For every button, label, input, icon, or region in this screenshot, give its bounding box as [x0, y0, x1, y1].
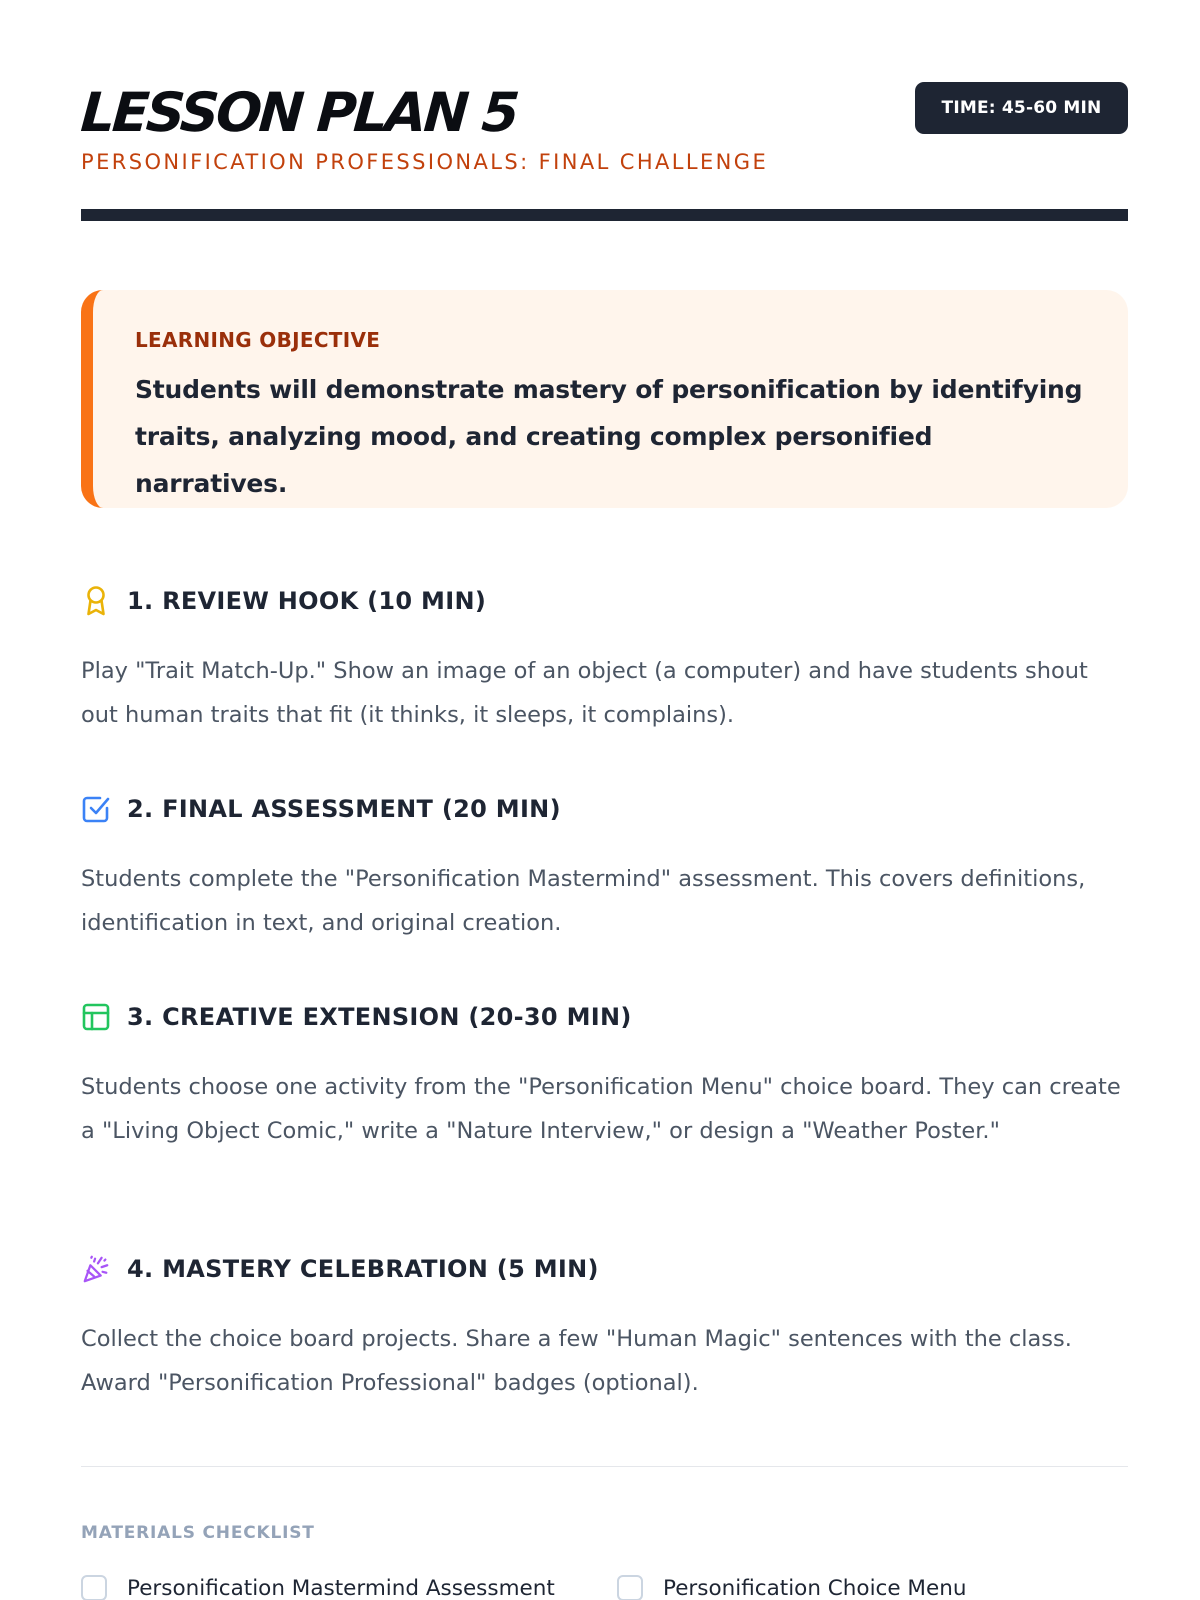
checklist-item-label: Personification Choice Menu: [663, 1575, 967, 1600]
time-badge: TIME: 45-60 MIN: [915, 82, 1128, 134]
checklist-item-label: Personification Mastermind Assessment: [127, 1575, 555, 1600]
checkbox[interactable]: [617, 1575, 643, 1600]
section-title: 3. CREATIVE EXTENSION (20-30 MIN): [127, 1003, 632, 1031]
page-subtitle: PERSONIFICATION PROFESSIONALS: FINAL CHALLENGE: [81, 150, 769, 174]
materials-checklist-label: MATERIALS CHECKLIST: [81, 1523, 315, 1543]
section-review-hook: [81, 583, 1128, 737]
layout-icon: [81, 1001, 111, 1033]
party-popper-icon: [81, 1253, 111, 1285]
checklist-item[interactable]: [81, 1575, 555, 1600]
award-icon: [81, 585, 111, 617]
checklist-item[interactable]: [617, 1575, 966, 1600]
materials-checklist: [81, 1575, 1128, 1600]
objective-text: Students will demonstrate mastery of personification by identifying traits, analyzing mood, and creating complex personified narratives.: [135, 375, 1083, 498]
section-body: Students choose one activity from the "Personification Menu" choice board. They can create a "Living Object Comic," write a "Nature Interview," or design a "Weather Poster.": [81, 1074, 1121, 1144]
section-mastery-celebration: [81, 1251, 1128, 1405]
section-body: Students complete the "Personification Mastermind" assessment. This covers definitions, identification in text, and original creation.: [81, 866, 1086, 936]
objective-label: LEARNING OBJECTIVE: [135, 328, 381, 352]
page-title: LESSON PLAN 5: [78, 81, 519, 144]
section-title: 4. MASTERY CELEBRATION (5 MIN): [127, 1255, 599, 1283]
checkbox-icon: [81, 793, 111, 825]
checkbox[interactable]: [81, 1575, 107, 1600]
section-title: 2. FINAL ASSESSMENT (20 MIN): [127, 795, 561, 823]
header-divider: [81, 209, 1128, 221]
lesson-plan-page: [78, 0, 1128, 1600]
learning-objective-card: [81, 290, 1128, 508]
section-final-assessment: [81, 791, 1128, 945]
section-creative-extension: [81, 999, 1128, 1153]
section-body: Collect the choice board projects. Share a few "Human Magic" sentences with the class. Award "Personification Professional" badges (optional).: [81, 1326, 1072, 1396]
section-title: 1. REVIEW HOOK (10 MIN): [127, 587, 487, 615]
section-body: Play "Trait Match-Up." Show an image of an object (a computer) and have students shout out human traits that fit (it thinks, it sleeps, it complains).: [81, 658, 1088, 728]
divider: [81, 1466, 1128, 1467]
header: [78, 81, 1128, 222]
